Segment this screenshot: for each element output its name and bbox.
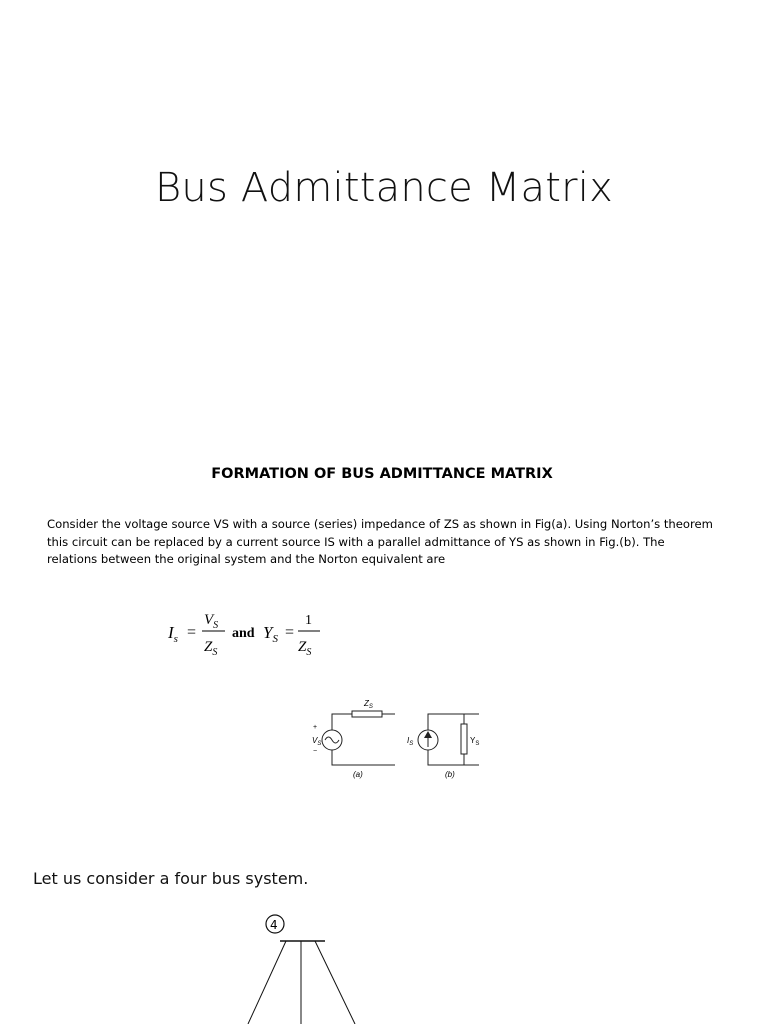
four-bus-intro: Let us consider a four bus system. <box>33 869 309 888</box>
line-4-left <box>248 941 286 1024</box>
formula-zs-2: $Z_S$ <box>298 639 312 658</box>
circuit-a <box>322 711 395 765</box>
paragraph-line-2: this circuit can be replaced by a current source IS with a parallel admittance of YS as shown in Fig.(b). The <box>47 534 665 549</box>
formula-vs: $V_S$ <box>204 612 219 631</box>
ac-wave-icon <box>325 737 339 743</box>
norton-circuit-figure <box>300 690 500 790</box>
line-4-right <box>315 941 355 1024</box>
ys-label: $Y_S$ <box>470 736 480 747</box>
zs-resistor <box>352 711 382 717</box>
slide-title: Bus Admittance Matrix <box>155 165 613 211</box>
formula-equals-2: = <box>285 624 295 641</box>
wire-b-bottom <box>428 750 479 765</box>
section-heading: FORMATION OF BUS ADMITTANCE MATRIX <box>211 466 553 482</box>
formula-is: $I_s$ <box>168 623 178 645</box>
vs-plus: + <box>313 724 318 731</box>
formula-one: 1 <box>305 613 312 628</box>
four-bus-diagram <box>230 905 380 1024</box>
formula-equals-1: = <box>187 624 197 641</box>
wire-b-top <box>428 714 479 730</box>
fig-b-label: (b) <box>445 770 455 779</box>
formula-ys: $Y_S$ <box>263 623 278 645</box>
vs-label: $V_S$ <box>312 736 322 747</box>
bus-4-label: 4 <box>270 918 278 932</box>
formula-zs-1: $Z_S$ <box>204 639 218 658</box>
vs-minus: − <box>313 748 318 755</box>
wire-a-bottom <box>332 750 395 765</box>
zs-label: $Z_S$ <box>364 699 373 710</box>
intro-paragraph <box>47 516 737 569</box>
paragraph-line-1: Consider the voltage source VS with a source (series) impedance of ZS as shown in Fig(a). Using Norton’s theorem <box>47 517 713 531</box>
is-label: $I_S$ <box>407 736 414 747</box>
fig-a-label: (a) <box>353 770 363 779</box>
current-arrow-icon <box>424 731 432 738</box>
formula-and: and <box>232 626 255 641</box>
norton-formula <box>150 600 350 670</box>
wire-a-top-left <box>332 714 352 730</box>
paragraph-line-3: relations between the original system and the Norton equivalent are <box>47 552 446 566</box>
ys-admittance <box>461 724 467 754</box>
